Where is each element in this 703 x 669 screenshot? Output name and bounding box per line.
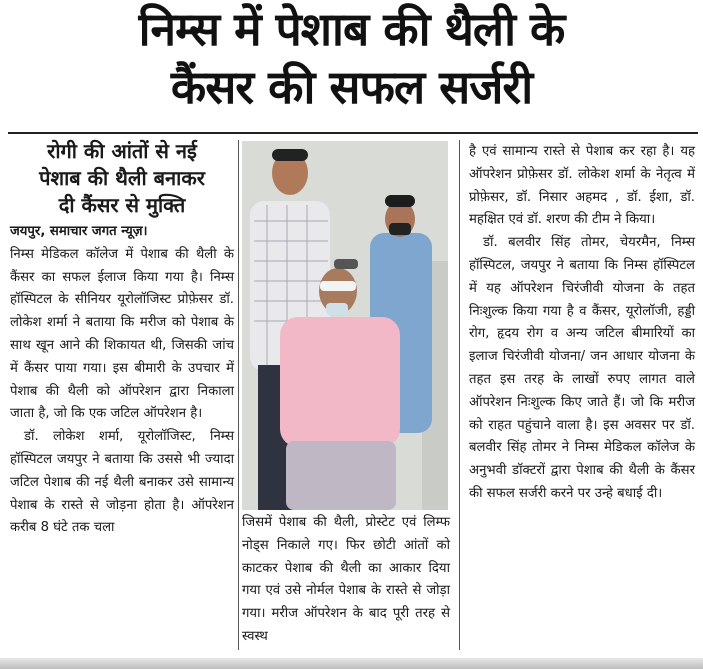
left-paragraph-1: निम्स मेडिकल कॉलेज में पेशाब की थैली के कैंसर का सफल ईलाज किया गया है। निम्स हॉस्पिटल के सीनियर यूरोलॉजिस्ट प्रोफ़ेसर डॉ. लोकेश शर्मा ने बताया कि मरीज को पेशाब के साथ खून आने की शिकायत थी, जिसकी जांच में कैंसर पाया गया। इस बीमारी के उपचार में पेशाब की थैली को ऑपरेशन द्वारा निकाला जाता है, जो कि एक जटिल ऑपरेशन है। [10, 246, 234, 422]
subheadline [10, 138, 234, 219]
column-divider-right [459, 140, 460, 650]
right-column [469, 141, 695, 506]
right-paragraph-2: डॉ. बलवीर सिंह तोमर, चेयरमैन, निम्स हॉस्पिटल, जयपुर ने बताया कि निम्स हॉस्पिटल में यह ऑपरेशन चिरंजीवी योजना के तहत निःशुल्क किया गया है व कैंसर, यूरोलॉजी, हड्डी रोग, हृदय रोग व अन्य जटिल बीमारियों का इलाज चिरंजीवी योजना/ जन आधार योजना के तहत इस तरह के लाखों रुपए लागत वाले ऑपरेशन निःशुल्क किए जाते हैं। जो कि मरीज को राहत पहुंचाने वाला है। इस अवसर पर डॉ. बलवीर सिंह तोमर ने निम्स मेडिकल कॉलेज के अनुभवी डॉक्टरों द्वारा पेशाब की थैली के कैंसर की सफल सर्जरी करने पर उन्हे बधाई दी। [469, 235, 695, 501]
left-column [10, 138, 234, 540]
photo-illustration [242, 141, 448, 510]
left-paragraph-2: डॉ. लोकेश शर्मा, यूरोलॉजिस्ट, निम्स हॉस्पिटल जयपुर ने बताया कि उससे भी ज्यादा जटिल पेशाब की नई थैली बनाकर उसे सामान्य पेशाब के रास्ते से जोड़ना होता है। ऑपरेशन करीब 8 घंटे तक चला [10, 429, 234, 536]
right-paragraph-1: है एवं सामान्य रास्ते से पेशाब कर रहा है। यह ऑपरेशन प्रोफ़ेसर डॉ. लोकेश शर्मा के नेतृत्व में प्रोफ़ेसर, डॉ. निसार अहमद , डॉ. ईशा, डॉ. महक्षित एवं डॉ. शरण की टीम ने किया। [469, 144, 695, 228]
middle-paragraph: जिसमें पेशाब की थैली, प्रोस्टेट एवं लिम्फ नोड्स निकाले गए। फिर छोटी आंतों को काटकर पेशाब की थैली का आकार दिया गया एवं उसे नोर्मल पेशाब के रास्ते से जोड़ा गया। मरीज ऑपरेशन के बाद पूरी तरह से स्वस्थ [242, 515, 450, 644]
next-article-edge [0, 658, 703, 669]
column-divider-left [238, 140, 239, 650]
news-photo [242, 141, 448, 510]
middle-column [242, 512, 450, 649]
dateline: जयपुर, समाचार जगत न्यूज़। [10, 224, 148, 239]
headline-line-1: निम्स में पेशाब की थैली के [138, 2, 565, 56]
subheadline-line-3: दी कैंसर से मुक्ति [58, 193, 186, 217]
headline-rule [8, 132, 698, 134]
headline [0, 0, 703, 132]
headline-line-2: कैंसर की सफल सर्जरी [170, 60, 533, 114]
subheadline-line-2: पेशाब की थैली बनाकर [39, 166, 205, 190]
subheadline-line-1: रोगी की आंतों से नई [47, 139, 197, 163]
